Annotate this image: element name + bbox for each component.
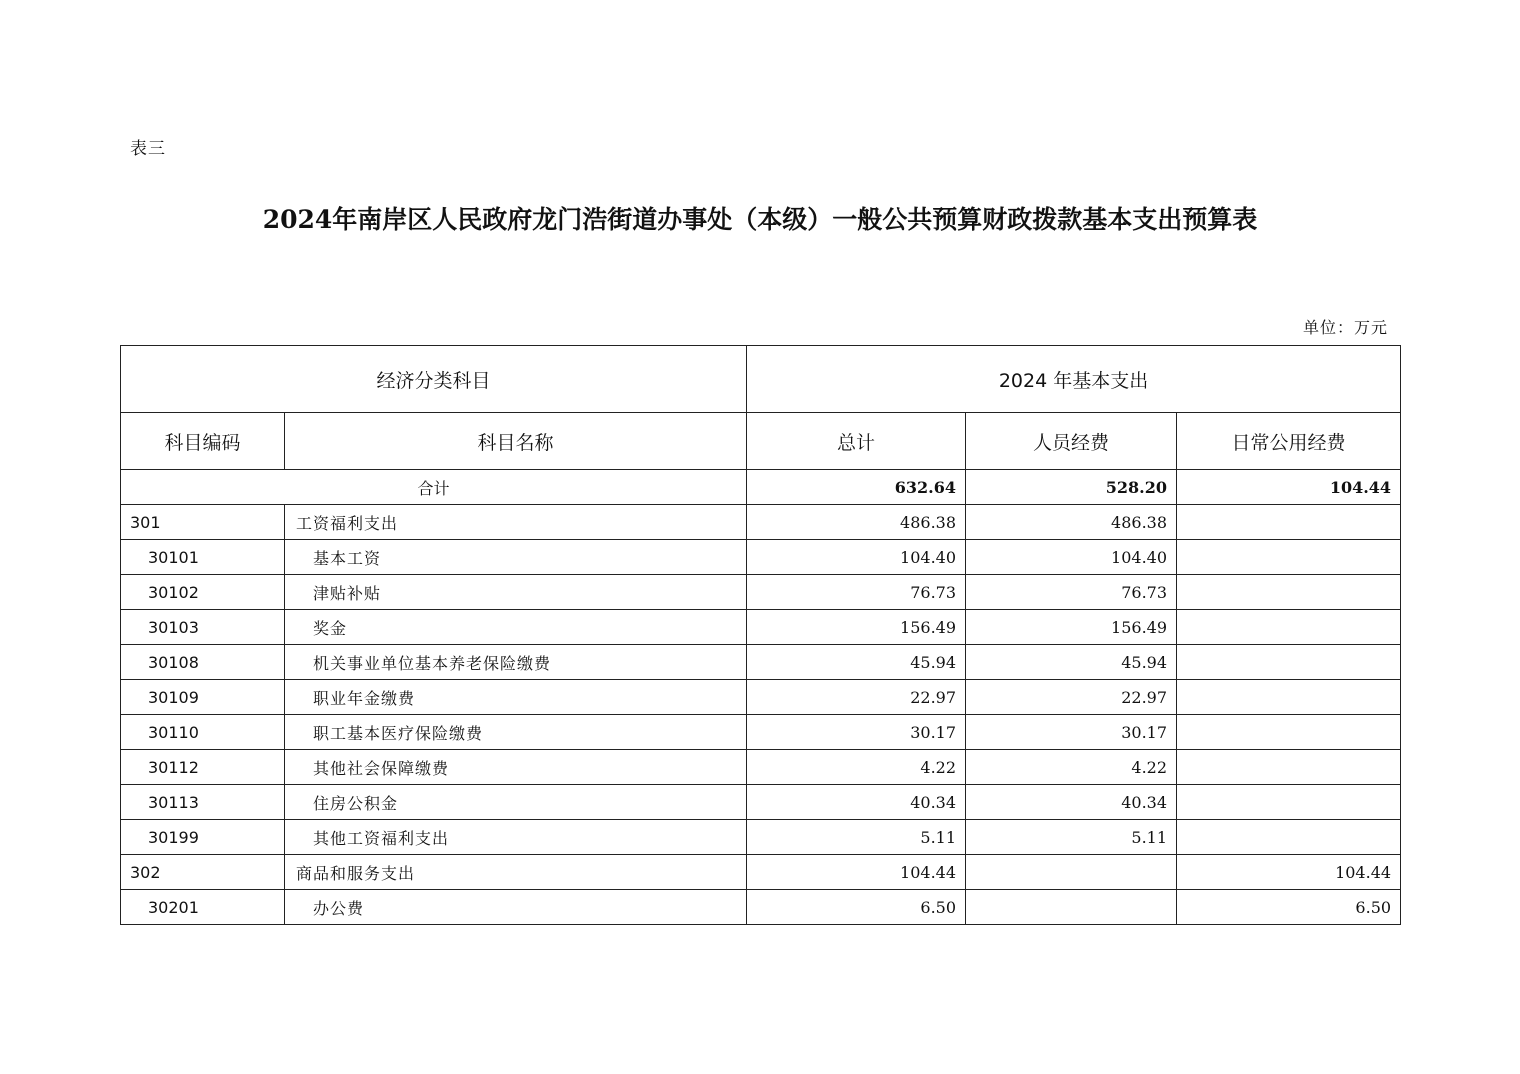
row-code: 30112 <box>121 750 285 785</box>
row-personnel <box>966 890 1177 925</box>
row-name: 住房公积金 <box>285 785 747 820</box>
row-personnel: 4.22 <box>966 750 1177 785</box>
row-name: 其他工资福利支出 <box>285 820 747 855</box>
table-row <box>121 680 1401 715</box>
row-name: 其他社会保障缴费 <box>285 750 747 785</box>
row-personnel: 22.97 <box>966 680 1177 715</box>
table-row <box>121 890 1401 925</box>
row-code: 30103 <box>121 610 285 645</box>
header-public: 日常公用经费 <box>1177 413 1401 470</box>
table-row <box>121 645 1401 680</box>
table-row <box>121 750 1401 785</box>
row-public <box>1177 575 1401 610</box>
row-total: 104.40 <box>747 540 966 575</box>
row-personnel: 156.49 <box>966 610 1177 645</box>
row-total: 5.11 <box>747 820 966 855</box>
budget-table <box>120 345 1401 925</box>
row-code: 30201 <box>121 890 285 925</box>
row-personnel: 76.73 <box>966 575 1177 610</box>
row-code: 302 <box>121 855 285 890</box>
table-row <box>121 575 1401 610</box>
row-total: 30.17 <box>747 715 966 750</box>
row-personnel <box>966 855 1177 890</box>
row-total: 486.38 <box>747 505 966 540</box>
row-total: 104.44 <box>747 855 966 890</box>
row-code: 30110 <box>121 715 285 750</box>
header-code: 科目编码 <box>121 413 285 470</box>
table-row <box>121 855 1401 890</box>
table-row <box>121 820 1401 855</box>
total-personnel: 528.20 <box>966 470 1177 505</box>
row-public <box>1177 645 1401 680</box>
table-row <box>121 785 1401 820</box>
header-basic-expenditure: 2024 年基本支出 <box>747 346 1401 413</box>
row-public <box>1177 715 1401 750</box>
header-name: 科目名称 <box>285 413 747 470</box>
row-code: 30109 <box>121 680 285 715</box>
row-personnel: 104.40 <box>966 540 1177 575</box>
row-public <box>1177 540 1401 575</box>
total-label: 合计 <box>121 470 747 505</box>
document-title: 2024年南岸区人民政府龙门浩街道办事处（本级）一般公共预算财政拨款基本支出预算表 <box>262 205 1258 234</box>
row-personnel: 486.38 <box>966 505 1177 540</box>
row-code: 301 <box>121 505 285 540</box>
row-public: 104.44 <box>1177 855 1401 890</box>
total-amount: 632.64 <box>747 470 966 505</box>
row-code: 30108 <box>121 645 285 680</box>
row-personnel: 30.17 <box>966 715 1177 750</box>
row-name: 津贴补贴 <box>285 575 747 610</box>
row-total: 4.22 <box>747 750 966 785</box>
row-personnel: 45.94 <box>966 645 1177 680</box>
table-row <box>121 610 1401 645</box>
row-name: 奖金 <box>285 610 747 645</box>
row-name: 商品和服务支出 <box>285 855 747 890</box>
row-name: 职工基本医疗保险缴费 <box>285 715 747 750</box>
row-public <box>1177 680 1401 715</box>
header-row-columns <box>121 413 1401 470</box>
row-code: 30199 <box>121 820 285 855</box>
row-public: 6.50 <box>1177 890 1401 925</box>
row-name: 办公费 <box>285 890 747 925</box>
row-total: 6.50 <box>747 890 966 925</box>
table-number-label: 表三 <box>130 139 166 159</box>
header-row-group <box>121 346 1401 413</box>
row-public <box>1177 505 1401 540</box>
row-code: 30101 <box>121 540 285 575</box>
header-personnel: 人员经费 <box>966 413 1177 470</box>
row-name: 工资福利支出 <box>285 505 747 540</box>
table-row <box>121 715 1401 750</box>
unit-label: 单位：万元 <box>1302 318 1388 337</box>
table-row <box>121 505 1401 540</box>
header-economic-category: 经济分类科目 <box>121 346 747 413</box>
total-row <box>121 470 1401 505</box>
row-total: 40.34 <box>747 785 966 820</box>
row-total: 76.73 <box>747 575 966 610</box>
row-total: 45.94 <box>747 645 966 680</box>
row-public <box>1177 820 1401 855</box>
row-name: 机关事业单位基本养老保险缴费 <box>285 645 747 680</box>
row-public <box>1177 610 1401 645</box>
total-public: 104.44 <box>1177 470 1401 505</box>
row-public <box>1177 785 1401 820</box>
row-personnel: 40.34 <box>966 785 1177 820</box>
row-name: 基本工资 <box>285 540 747 575</box>
row-code: 30113 <box>121 785 285 820</box>
row-total: 22.97 <box>747 680 966 715</box>
header-total: 总计 <box>747 413 966 470</box>
row-code: 30102 <box>121 575 285 610</box>
row-name: 职业年金缴费 <box>285 680 747 715</box>
row-total: 156.49 <box>747 610 966 645</box>
row-public <box>1177 750 1401 785</box>
table-row <box>121 540 1401 575</box>
row-personnel: 5.11 <box>966 820 1177 855</box>
